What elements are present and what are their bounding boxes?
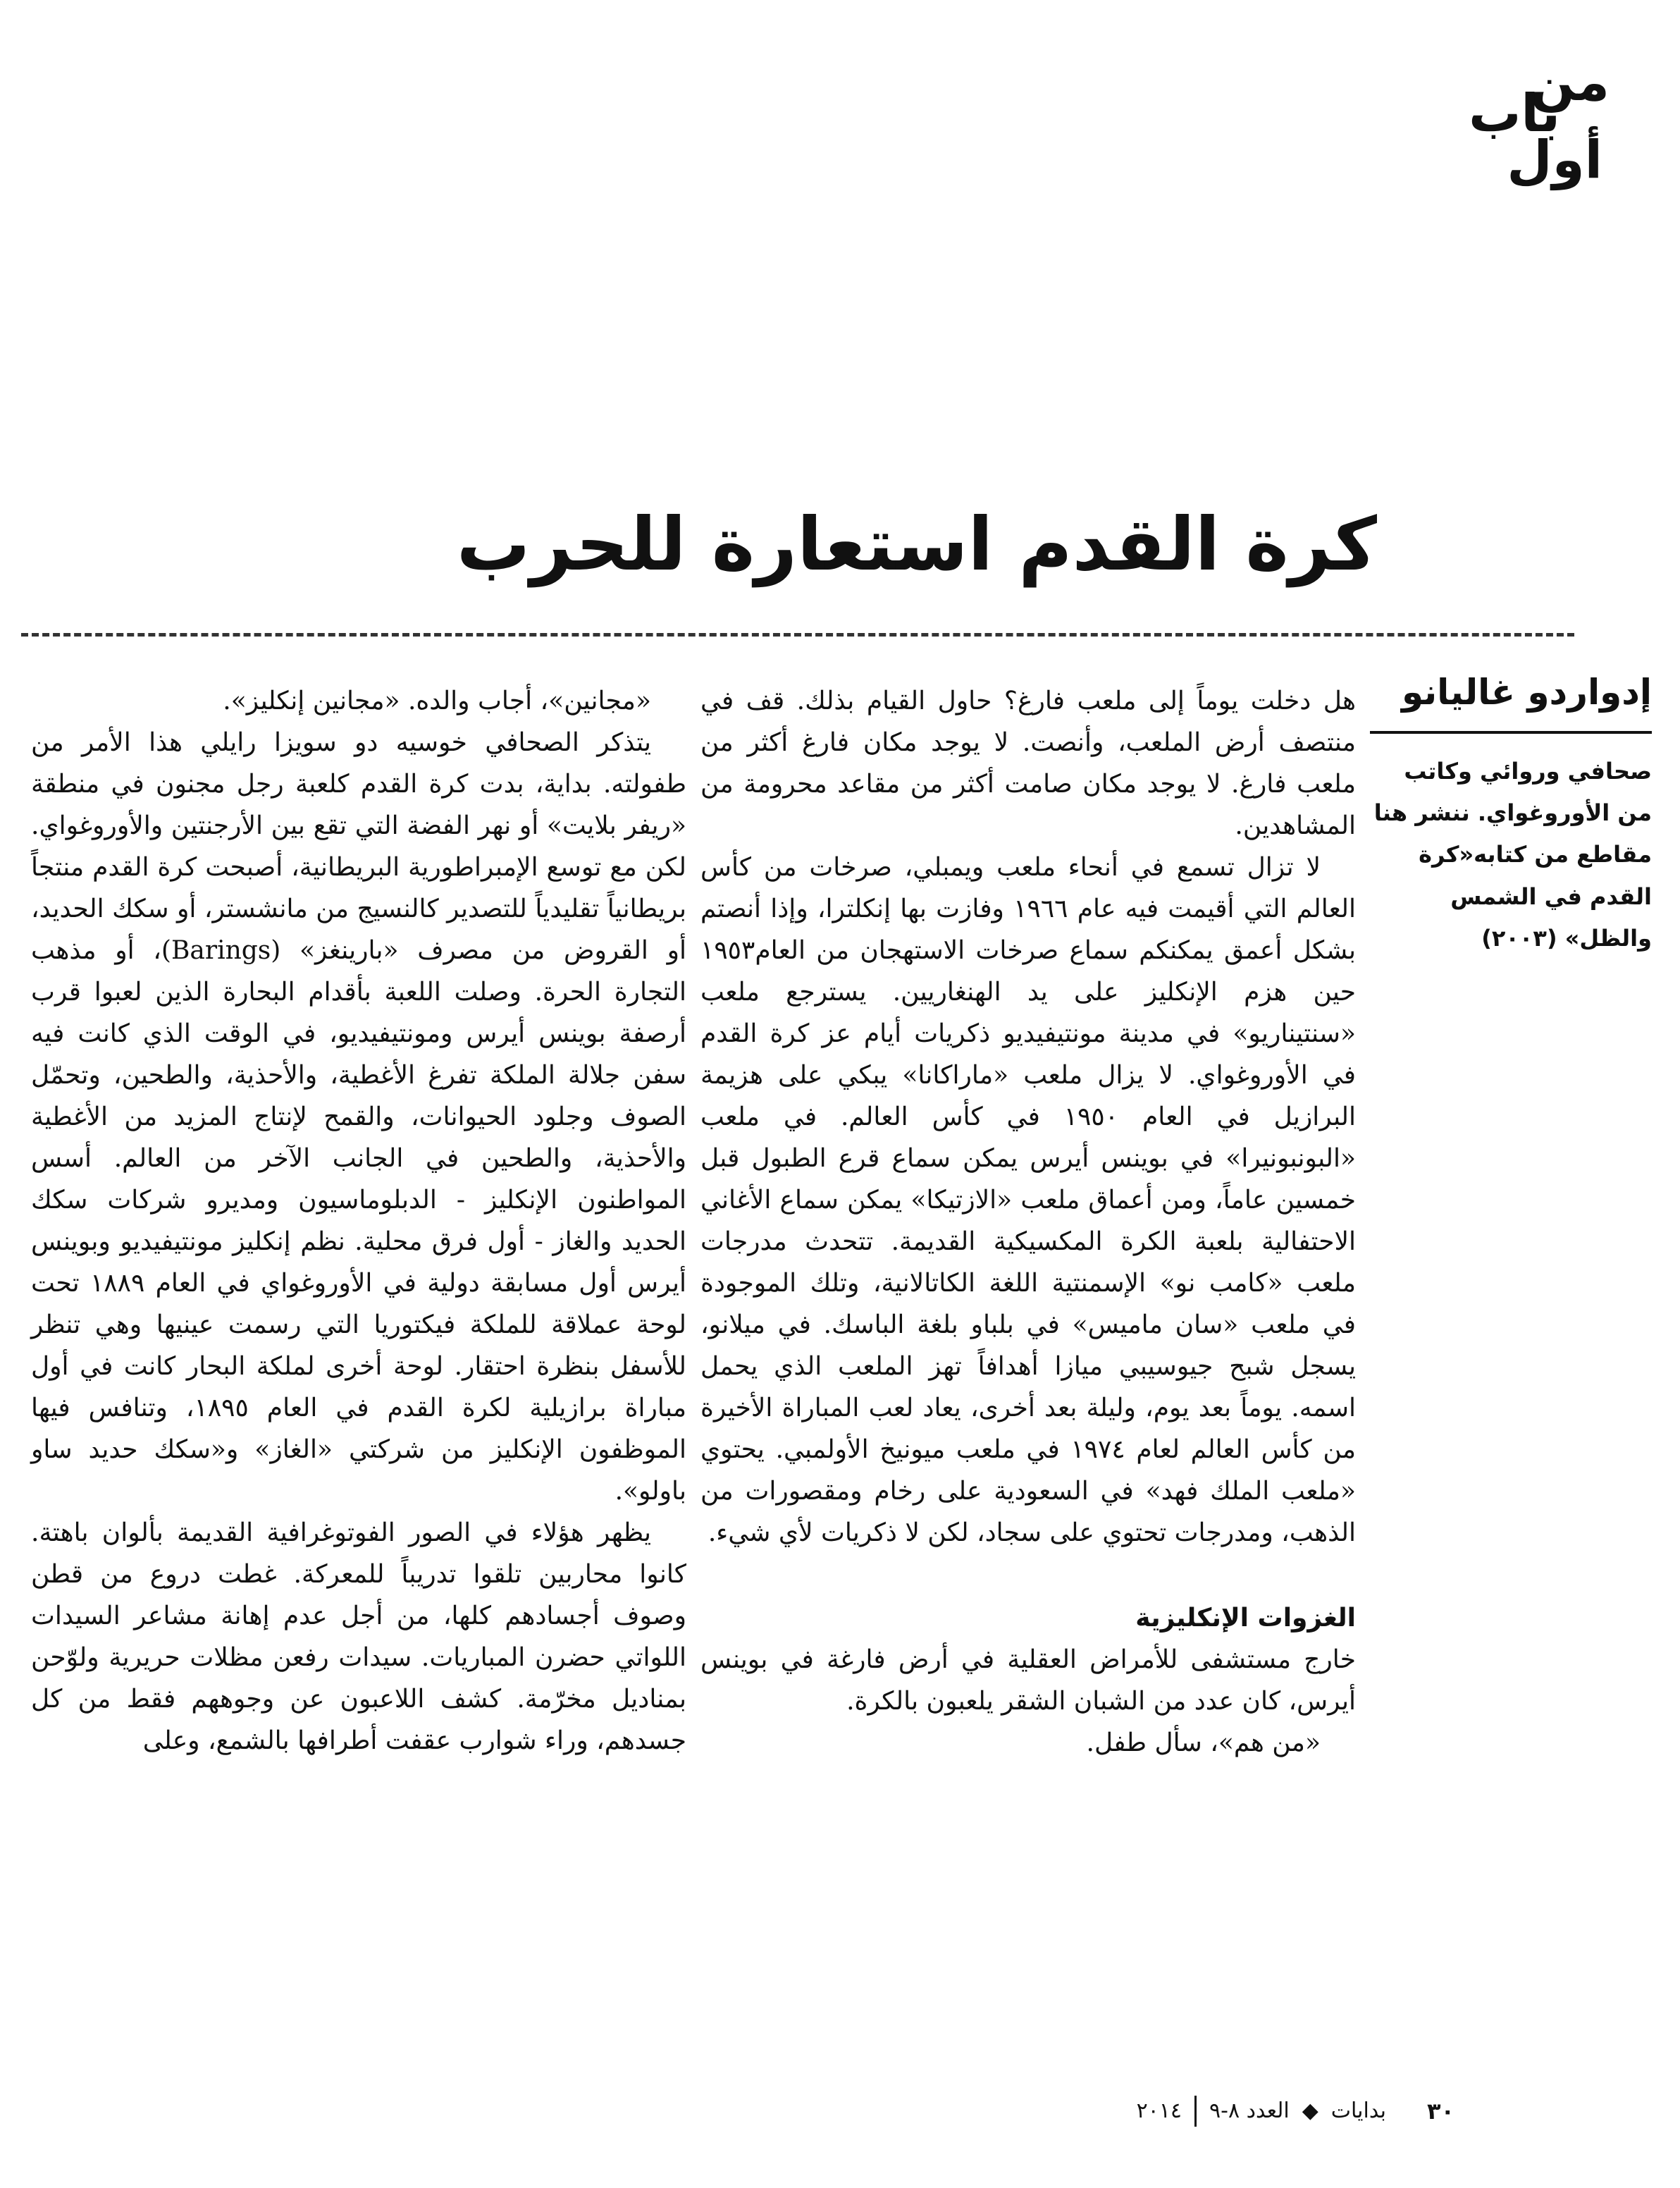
paragraph: «من هم»، سأل طفل.	[1086, 1728, 1321, 1757]
paragraph: لا تزال تسمع في أنحاء ملعب ويمبلي، صرخات من كأس العالم التي أقيمت فيه عام ١٩٦٦ وفازت بها إنكلترا، وإذا أنصتم بشكل أعمق يمكنكم سماع صرخات الاستهجان من العام١٩٥٣ حين هزم الإنكليز على يد الهنغاريين. يسترجع ملعب «سنتيناريو» في مدينة مونتيفيديو ذكريات أيام عز كرة القدم في الأوروغواي. لا يزال ملعب «ماراكانا» يبكي على هزيمة البرازيل في العام ١٩٥٠ في كأس العالم. في ملعب «البونبونيرا» في بوينس أيرس يمكن سماع قرع الطبول قبل خمسين عاماً، ومن أعماق ملعب «الازتيكا» يمكن سماع الأغاني الاحتفالية بلعبة الكرة المكسيكية القديمة. تتحدث مدرجات ملعب «كامب نو» الإسمنتية اللغة الكاتالانية، وتلك الموجودة في ملعب «سان ماميس» في بلباو بلغة الباسك. في ميلانو، يسجل شبح جيوسيبي ميازا أهدافاً تهز الملعب الذي يحمل اسمه. يوماً بعد يوم، وليلة بعد أخرى، يعاد لعب المباراة الأخيرة من كأس العالم لعام ١٩٧٤ في ملعب ميونيخ الأولمبي. يحتوي «ملعب الملك فهد» في السعودية على رخام ومقصورات من الذهب، ومدرجات تحتوي على سجاد، لكن لا ذكريات لأي شيء.	[700, 853, 1357, 1547]
paragraph: «مجانين»، أجاب والده. «مجانين إنكليز».	[223, 687, 651, 715]
author-bio: صحافي وروائي وكاتب من الأوروغواي. ننشر هنا مقاطع من كتابه«كرة القدم في الشمس والظل» (٢٠٠٣)	[1373, 758, 1652, 952]
section-logo	[1454, 52, 1610, 190]
paragraph: هل دخلت يوماً إلى ملعب فارغ؟ حاول القيام بذلك. قف في منتصف أرض الملعب، وأنصت. لا يوجد مكان فارغ أكثر من ملعب فارغ. لا يوجد مكان صامت أكثر من مقاعد محرومة من المشاهدين.	[700, 687, 1357, 840]
title-divider	[21, 633, 1574, 637]
author-name: إدواردو غاليانو	[1370, 670, 1652, 734]
paragraph: خارج مستشفى للأمراض العقلية في أرض فارغة في بوينس أيرس، كان عدد من الشبان الشقر يلعبون بالكرة.	[700, 1645, 1356, 1716]
page-number: ٣٠	[1426, 2098, 1454, 2125]
text-column-1	[700, 680, 1356, 1764]
logo-word-1: من	[1530, 52, 1610, 113]
logo-word-3: أول	[1507, 130, 1602, 190]
text-column-2	[31, 680, 686, 1762]
author-sidebar	[1370, 670, 1652, 959]
issue-number: العدد ٨-٩	[1209, 2098, 1290, 2123]
magazine-name: بدايات	[1330, 2098, 1386, 2123]
issue-year: ٢٠١٤	[1136, 2098, 1182, 2123]
logo-word-2: باب	[1469, 83, 1560, 144]
footer-separator	[1194, 2096, 1197, 2127]
page-footer	[1137, 2090, 1454, 2132]
section-subheading: الغزوات الإنكليزية	[1135, 1604, 1356, 1633]
paragraph: يظهر هؤلاء في الصور الفوتوغرافية القديمة بألوان باهتة. كانوا محاربين تلقوا تدريباً للمعركة. غطت دروع من قطن وصوف أجسادهم كلها، من أجل عدم إهانة مشاعر السيدات اللواتي حضرن المباريات. سيدات رفعن مظلات حريرية ولوّحن بمناديل مخرّمة. كشف اللاعبون عن وجوههم فقط من كل جسدهم، وراء شوارب عقفت أطرافها بالشمع، وعلى	[31, 1518, 686, 1755]
paragraph: يتذكر الصحافي خوسيه دو سويزا رايلي هذا الأمر من طفولته. بداية، بدت كرة القدم كلعبة رجل مجنون في منطقة «ريفر بلايت» أو نهر الفضة التي تقع بين الأرجنتين والأوروغواي. لكن مع توسع الإمبراطورية البريطانية، أصبحت كرة القدم منتجاً بريطانياً تقليدياً للتصدير كالنسيج من مانشستر، أو سكك الحديد، أو القروض من مصرف «بارينغز» (Barings)، أو مذهب التجارة الحرة. وصلت اللعبة بأقدام البحارة الذين لعبوا قرب أرصفة بوينس أيرس ومونتيفيديو، في الوقت الذي كانت فيه سفن جلالة الملكة تفرغ الأغطية، والأحذية، والطحين، وتحمّل الصوف وجلود الحيوانات، والقمح لإنتاج المزيد من الأغطية والأحذية، والطحين في الجانب الآخر من العالم. أسس المواطنون الإنكليز - الدبلوماسيون ومديرو شركات سكك الحديد والغاز - أول فرق محلية. نظم إنكليز مونتيفيديو وبوينس أيرس أول مسابقة دولية في الأوروغواي في العام ١٨٨٩ تحت لوحة عملاقة للملكة فيكتوريا التي رسمت عينيها وهي تنظر للأسفل بنظرة احتقار. لوحة أخرى لملكة البحار كانت في أول مباراة برازيلية لكرة القدم في العام ١٨٩٥، وتنافس فيها الموظفون الإنكليز من شركتي «الغاز» و«سكك حديد ساو باولو».	[31, 728, 687, 1506]
article-title: كرة القدم استعارة للحرب	[456, 501, 1377, 587]
diamond-icon: ◆	[1302, 2098, 1318, 2123]
